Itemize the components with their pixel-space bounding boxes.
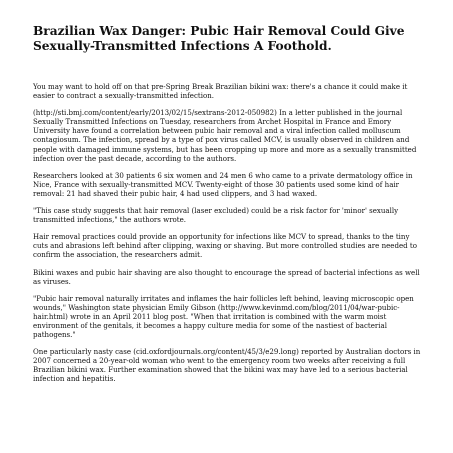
paragraph-gibson: "Pubic hair removal naturally irritates and inflames the hair follicles left behind, leaving microscopic open wounds," Washington state physician Emily Gibson (http://www.kevinmd.com/blog/2011/04/war-pubic-hair.html) wrote in an April 2011 blog post. "When that irritation is combined with the warm moist environment of the genitals, it becomes a happy culture media for some of the nastiest of bacterial pathogens." (33, 293, 414, 340)
paragraph-letter: (http://sti.bmj.com/content/early/2013/02/15/sextrans-2012-050982) In a letter published in the journal Sexually Transmitted Infections on Tuesday, researchers from Archet Hospital in France and Emory University have found a correlation between pubic hair removal and a viral infection called molluscum contagiosum. The infection, spread by a type of pox virus called MCV, is usually observed in children and people with damaged immune systems, but has been cropping up more and more as a sexually transmitted infection over the past decade, according to the authors. (33, 108, 417, 163)
paragraph-bacterial: Bikini waxes and pubic hair shaving are also thought to encourage the spread of bacterial infections as well as viruses. (33, 267, 420, 286)
article-body (33, 82, 425, 384)
paragraph-patients: Researchers looked at 30 patients 6 six women and 24 men 6 who came to a private dermatology office in Nice, France with sexually-transmitted MCV. Twenty-eight of those 30 patients used some kind of hair removal: 21 had shaved their pubic hair, 4 had used clippers, and 3 had waxed. (33, 170, 413, 198)
article-title: Brazilian Wax Danger: Pubic Hair Removal Could Give Sexually-Transmitted Infections A Foothold. (33, 24, 405, 53)
paragraph-hair-removal: Hair removal practices could provide an opportunity for infections like MCV to spread, thanks to the tiny cuts and abrasions left behind after clipping, waxing or shaving. But more controlled studies are needed to confirm the association, the researchers admit. (33, 232, 417, 260)
paragraph-quote: "This case study suggests that hair removal (laser excluded) could be a risk factor for 'minor' sexually transmitted infections," the authors wrote. (33, 206, 399, 225)
paragraph-case: One particularly nasty case (cid.oxfordjournals.org/content/45/3/e29.long) reported by Australian doctors in 2007 concerned a 20-year-old woman who went to the emergency room two weeks after receiving a full Brazilian bikini wax. Further examination showed that the bikini wax may have led to a serious bacterial infection and hepatitis. (33, 347, 421, 384)
paragraph-intro: You may want to hold off on that pre-Spring Break Brazilian bikini wax: there's a chance it could make it easier to contract a sexually-transmitted infection. (33, 82, 408, 101)
